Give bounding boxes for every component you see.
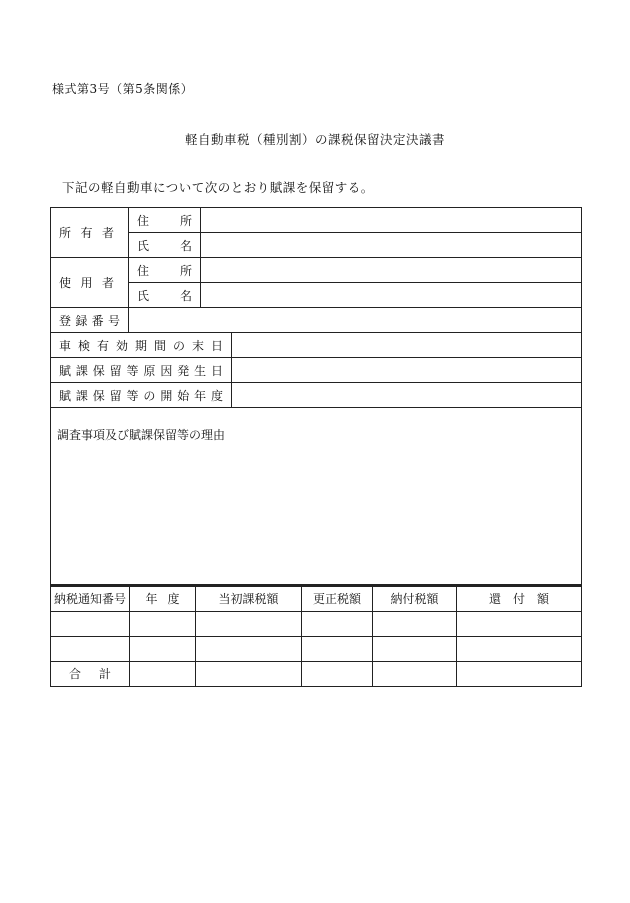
total-revised-tax[interactable] — [302, 661, 373, 686]
start-year-value[interactable] — [232, 383, 582, 408]
cause-date-value[interactable] — [232, 358, 582, 383]
owner-address-label-cell — [129, 208, 201, 233]
start-year-label-cell — [51, 383, 232, 408]
header-initial-tax: 当初課税額 — [196, 586, 302, 611]
row1-paid-tax[interactable] — [373, 611, 457, 636]
tax-amount-table — [50, 585, 582, 687]
cause-date-label-cell — [51, 358, 232, 383]
owner-name-label-cell — [129, 233, 201, 258]
owner-address-value[interactable] — [201, 208, 582, 233]
row2-year[interactable] — [130, 636, 196, 661]
form-number: 様式第3号（第5条関係） — [52, 82, 194, 96]
table-row — [51, 636, 582, 661]
row2-refund[interactable] — [457, 636, 582, 661]
cause-date-label: 賦課保留等原因発生日 — [59, 363, 223, 378]
inspection-expiry-value[interactable] — [232, 333, 582, 358]
registration-number-value[interactable] — [129, 308, 582, 333]
total-label-cell — [51, 661, 130, 686]
user-address-label: 住所 — [137, 263, 192, 278]
owner-name-label: 氏名 — [137, 238, 192, 253]
reason-label: 調査事項及び賦課保留等の理由 — [57, 428, 226, 442]
owner-label-cell — [51, 208, 129, 258]
header-paid-tax: 納付税額 — [373, 586, 457, 611]
registration-number-label-cell — [51, 308, 129, 333]
row1-revised-tax[interactable] — [302, 611, 373, 636]
row2-notice-number[interactable] — [51, 636, 130, 661]
total-paid-tax[interactable] — [373, 661, 457, 686]
registration-number-label: 登録番号 — [59, 313, 120, 328]
vehicle-info-table — [50, 207, 582, 585]
inspection-expiry-label: 車検有効期間の末日 — [59, 338, 223, 353]
header-refund-cell — [457, 586, 582, 611]
header-refund: 還付額 — [489, 592, 549, 607]
header-revised-tax: 更正税額 — [302, 586, 373, 611]
header-notice-number: 納税通知番号 — [51, 586, 130, 611]
owner-label: 所有者 — [59, 226, 114, 240]
inspection-expiry-label-cell — [51, 333, 232, 358]
header-year-cell — [130, 586, 196, 611]
table-row — [51, 611, 582, 636]
row2-initial-tax[interactable] — [196, 636, 302, 661]
user-label-cell — [51, 258, 129, 308]
user-name-label-cell — [129, 283, 201, 308]
user-label: 使用者 — [59, 276, 114, 290]
owner-name-value[interactable] — [201, 233, 582, 258]
document-title: 軽自動車税（種別割）の課税保留決定決議書 — [184, 132, 445, 147]
total-label: 合計 — [69, 667, 111, 681]
header-year: 年度 — [145, 592, 180, 607]
user-address-label-cell — [129, 258, 201, 283]
owner-address-label: 住所 — [137, 213, 192, 228]
start-year-label: 賦課保留等の開始年度 — [59, 388, 223, 403]
user-name-value[interactable] — [201, 283, 582, 308]
row2-paid-tax[interactable] — [373, 636, 457, 661]
total-refund[interactable] — [457, 661, 582, 686]
reason-cell[interactable] — [51, 408, 582, 585]
row1-year[interactable] — [130, 611, 196, 636]
row1-notice-number[interactable] — [51, 611, 130, 636]
total-initial-tax[interactable] — [196, 661, 302, 686]
total-year[interactable] — [130, 661, 196, 686]
user-name-label: 氏名 — [137, 288, 192, 303]
row1-initial-tax[interactable] — [196, 611, 302, 636]
row2-revised-tax[interactable] — [302, 636, 373, 661]
intro-text: 下記の軽自動車について次のとおり賦課を保留する。 — [62, 180, 374, 195]
user-address-value[interactable] — [201, 258, 582, 283]
row1-refund[interactable] — [457, 611, 582, 636]
total-row — [51, 661, 582, 686]
